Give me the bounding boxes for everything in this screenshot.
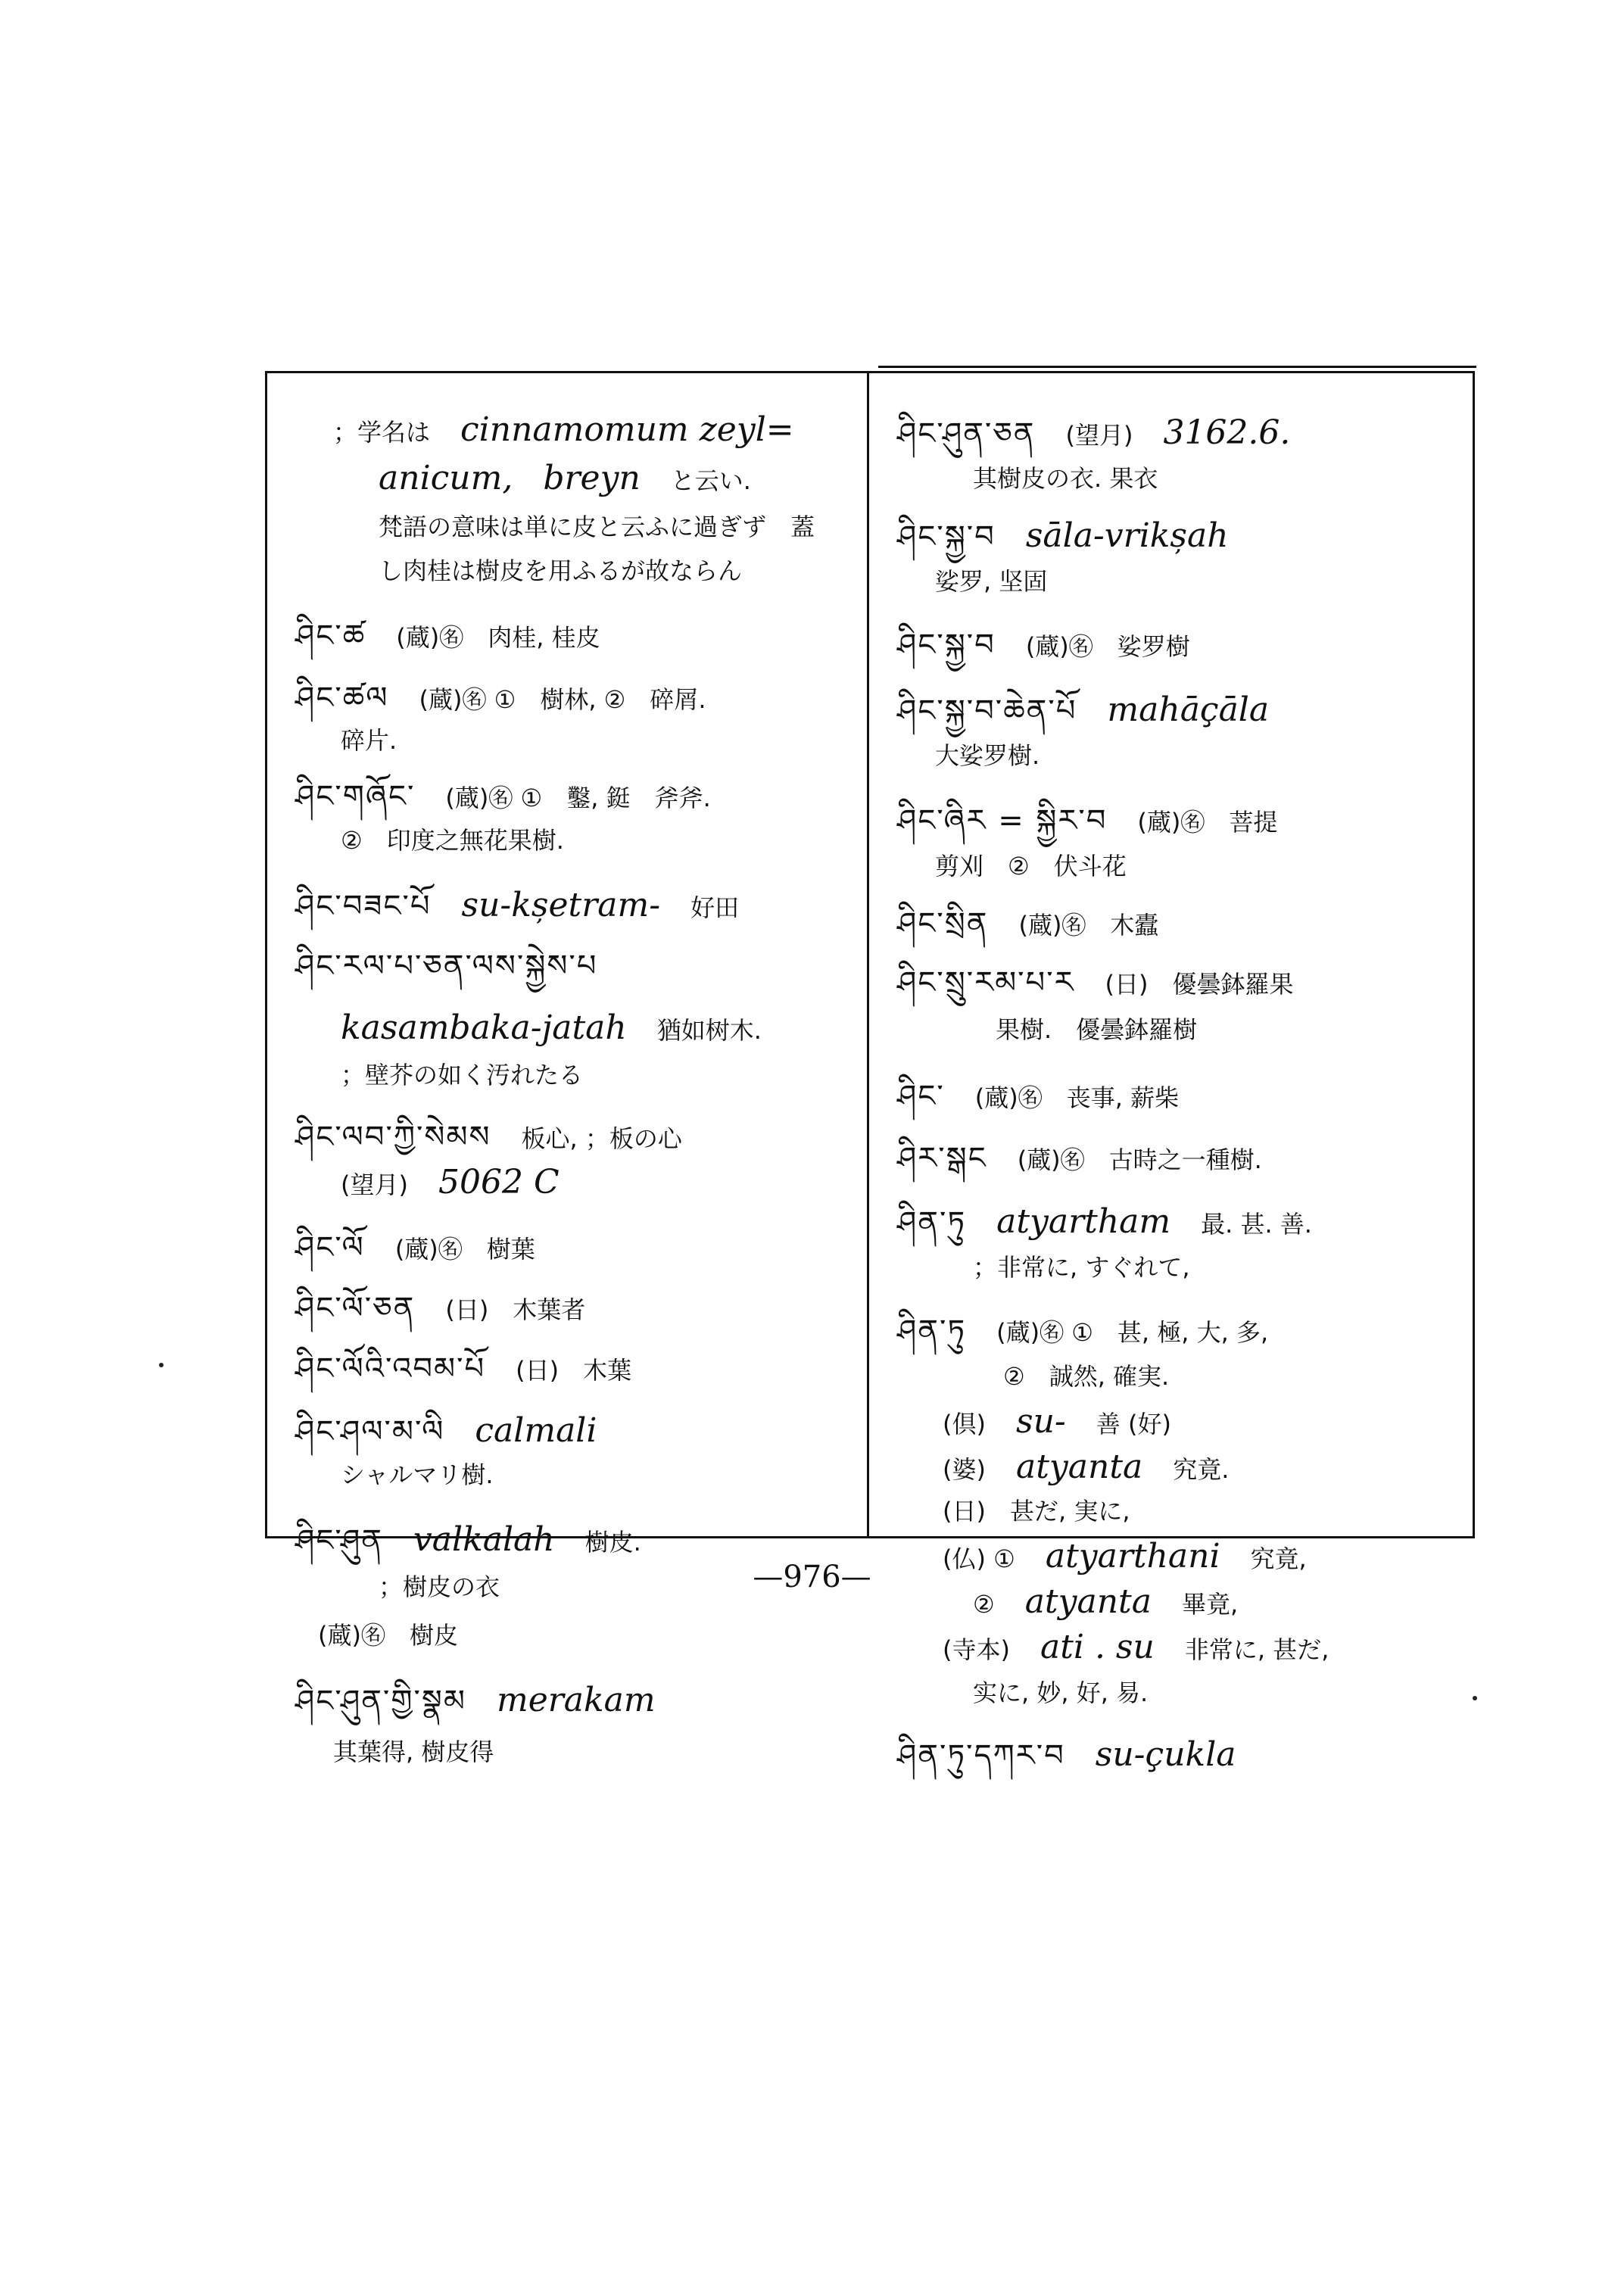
japanese-gloss: (仏) ①	[943, 1544, 1015, 1573]
tibetan-headword: ཤིང་སྐྱ་བ	[897, 628, 996, 662]
left-entry-line	[341, 1060, 583, 1090]
right-entry-line	[897, 1316, 1268, 1348]
romanized-term: 5062 C	[438, 1163, 560, 1202]
right-entry-line	[897, 690, 1270, 729]
right-entry-line	[935, 851, 1127, 881]
page-number: —976—	[753, 1560, 871, 1594]
scan-speck	[1473, 1696, 1477, 1700]
japanese-gloss: 究竟,	[1250, 1544, 1307, 1573]
romanized-term: kasambaka-jatah	[341, 1008, 627, 1047]
left-entry-line	[295, 1411, 597, 1450]
left-entry-line	[295, 951, 597, 983]
japanese-gloss: 樹皮.	[584, 1528, 641, 1557]
japanese-gloss: (日) 木葉	[516, 1356, 632, 1385]
tibetan-headword: ཤིང་ལོའི་འབམ་པོ	[295, 1351, 486, 1386]
romanized-term: su-	[1015, 1402, 1066, 1441]
tibetan-headword: ཤིང་ལབ་ཀྱི་སེམས	[295, 1120, 491, 1155]
tibetan-headword: ཤིང་གཞོང་	[295, 779, 416, 814]
tibetan-headword: ཤིང་ཤུན་གྱི་སྣམ	[295, 1684, 466, 1719]
romanized-term: breyn	[543, 459, 641, 497]
right-entry-line	[897, 413, 1291, 452]
tibetan-headword: ཤིང་བཟང་པོ	[295, 889, 432, 924]
japanese-gloss: 猶如树木.	[656, 1016, 762, 1045]
left-entry-line	[341, 1008, 762, 1047]
right-entry-line	[935, 740, 1040, 771]
japanese-gloss: 其樹皮の衣. 果衣	[973, 464, 1158, 493]
left-entry-line	[341, 1460, 494, 1490]
romanized-term: 3162.6.	[1163, 413, 1291, 452]
left-entry-line	[295, 1681, 656, 1719]
scan-speck	[159, 1363, 164, 1367]
right-entry-line	[943, 1402, 1171, 1441]
right-entry-line	[897, 803, 1278, 838]
japanese-gloss: (蔵)㊔ 樹葉	[394, 1235, 535, 1264]
japanese-gloss: し肉桂は樹皮を用ふるが故ならん	[379, 556, 743, 585]
left-entry-line	[341, 725, 397, 756]
right-entry-line	[897, 630, 1190, 662]
frame-top-rule	[878, 366, 1476, 368]
tibetan-headword: ཤིང་ཤུན་ཅན	[897, 416, 1036, 451]
tibetan-headword: ཤིན་ཏུ	[897, 1314, 967, 1348]
japanese-gloss: 非常に, 甚だ,	[1184, 1635, 1329, 1664]
left-entry-line	[295, 683, 706, 715]
tibetan-headword: ཤིང་ཚལ	[295, 681, 389, 715]
right-entry-line	[897, 1202, 1312, 1241]
romanized-term: su-çukla	[1095, 1735, 1236, 1774]
tibetan-headword: ཤིན་ཏུ་དཀར་བ	[897, 1738, 1065, 1773]
right-entry-line	[943, 1628, 1329, 1666]
japanese-gloss: 最. 甚. 善.	[1201, 1210, 1312, 1239]
right-entry-line	[943, 1448, 1230, 1486]
right-entry-line	[943, 1496, 1130, 1526]
japanese-gloss: (望月)	[1065, 421, 1133, 450]
japanese-gloss: 娑罗, 坚固	[935, 567, 1048, 596]
tibetan-headword: ཤིར་སྒང	[897, 1141, 987, 1176]
japanese-gloss: ；樹皮の衣	[379, 1572, 500, 1601]
column-divider	[867, 371, 869, 1538]
tibetan-headword: ཤིང་ཤལ་མ་ལི	[295, 1414, 445, 1449]
left-entry-line	[379, 459, 751, 497]
japanese-gloss: 碎片.	[341, 726, 397, 755]
romanized-term: atyartham	[996, 1202, 1171, 1241]
romanized-term: atyanta	[1015, 1448, 1143, 1486]
japanese-gloss: (蔵)㊔ 丧事, 薪柴	[974, 1083, 1180, 1112]
japanese-gloss: (蔵)㊔ 菩提	[1137, 808, 1278, 837]
japanese-gloss: 好田	[690, 893, 740, 922]
left-entry-line	[295, 781, 711, 813]
japanese-gloss: 板心, ；板の心	[521, 1124, 682, 1153]
left-entry-line	[341, 825, 564, 856]
right-entry-line	[973, 463, 1158, 494]
japanese-gloss: (寺本)	[943, 1635, 1010, 1664]
left-entry-line	[295, 1351, 632, 1386]
japanese-gloss: (蔵)㊔ ① 甚, 極, 大, 多,	[996, 1318, 1269, 1347]
romanized-term: cinnamomum zeyl=	[460, 410, 794, 449]
tibetan-headword: ཤིང་རལ་པ་ཅན་ལས་སྐྱེས་པ	[295, 949, 598, 983]
right-entry-line	[1003, 1361, 1169, 1392]
tibetan-headword: ཤིན་ཏུ	[897, 1205, 967, 1240]
left-entry-line	[341, 1163, 560, 1202]
japanese-gloss: (蔵)㊔ 木蠹	[1018, 911, 1159, 940]
left-entry-line	[295, 886, 740, 924]
japanese-gloss: 究竟.	[1173, 1455, 1230, 1484]
japanese-gloss: 实に, 妙, 好, 易.	[973, 1678, 1149, 1707]
right-entry-line	[897, 1735, 1236, 1774]
romanized-term: mahāçāla	[1107, 690, 1270, 729]
right-entry-line	[897, 1081, 1179, 1113]
japanese-gloss: 善 (好)	[1096, 1410, 1171, 1438]
japanese-gloss: と云い.	[670, 466, 751, 495]
left-entry-line	[295, 1293, 585, 1325]
romanized-term: su-kșetram-	[461, 886, 661, 924]
japanese-gloss: 剪刈 ② 伏斗花	[935, 852, 1127, 881]
japanese-gloss: (蔵)㊔ ① 鑿, 鋌 斧斧.	[445, 784, 711, 812]
tibetan-headword: ཤིང་	[897, 1079, 945, 1114]
japanese-gloss: (蔵)㊔ 古時之一種樹.	[1017, 1145, 1262, 1174]
japanese-gloss: (望月)	[341, 1170, 408, 1199]
japanese-gloss: 畢竟,	[1181, 1590, 1239, 1619]
japanese-gloss: (日) 甚だ, 実に,	[943, 1497, 1130, 1526]
romanized-term: atyanta	[1024, 1582, 1152, 1621]
japanese-gloss: (日) 木葉者	[445, 1295, 586, 1324]
left-entry-line	[333, 410, 794, 449]
romanized-term: atyarthani	[1045, 1537, 1220, 1576]
right-entry-line	[897, 965, 1294, 1000]
tibetan-headword: ཤིང་ཤུན	[295, 1523, 383, 1558]
japanese-gloss: ；学名は	[333, 418, 431, 447]
tibetan-headword: ཤིང་ལོ་ཅན	[295, 1291, 416, 1326]
japanese-gloss: 果樹. 優曇鉢羅樹	[996, 1015, 1198, 1044]
left-entry-line	[379, 512, 815, 542]
japanese-gloss: ② 印度之無花果樹.	[341, 826, 564, 855]
tibetan-headword: ཤིང་སྲུ་རམ་པ་ར	[897, 965, 1075, 1000]
left-entry-line	[379, 556, 742, 586]
japanese-gloss: (日) 優曇鉢羅果	[1105, 970, 1294, 999]
japanese-gloss: ② 誠然, 確実.	[1003, 1362, 1170, 1391]
right-entry-line	[897, 906, 1159, 941]
tibetan-headword: ཤིང་སྲིན	[897, 906, 989, 941]
japanese-gloss: 梵語の意味は単に皮と云ふに過ぎず 蓋	[379, 513, 815, 541]
japanese-gloss: ；非常に, すぐれて,	[973, 1253, 1190, 1282]
romanized-term: ati . su	[1040, 1628, 1155, 1666]
romanized-term: calmali	[475, 1411, 597, 1450]
left-entry-line	[295, 621, 600, 653]
japanese-gloss: 其葉得, 樹皮得	[333, 1738, 494, 1766]
japanese-gloss: (蔵)㊔ 肉桂, 桂皮	[396, 623, 600, 652]
left-entry-line	[295, 1520, 641, 1559]
tibetan-headword: ཤིང་སྐྱ་བ་ཆེན་པོ	[897, 693, 1077, 728]
tibetan-headword: ཤིང་ཞིར = སྐྱིར་བ	[897, 803, 1108, 838]
left-entry-line	[333, 1737, 494, 1767]
tibetan-headword: ཤིང་ཚ	[295, 619, 366, 653]
japanese-gloss: ②	[973, 1590, 995, 1619]
japanese-gloss: (蔵)㊔ 樹皮	[318, 1621, 458, 1650]
left-entry-line	[295, 1230, 535, 1265]
romanized-term: sāla-vrikșah	[1025, 516, 1229, 555]
romanized-term: merakam	[496, 1681, 656, 1719]
romanized-term: valkalah	[413, 1520, 555, 1559]
tibetan-headword: ཤིང་སྐྱ་བ	[897, 519, 996, 554]
left-entry-line	[318, 1620, 458, 1650]
right-entry-line	[973, 1678, 1148, 1708]
right-entry-line	[973, 1252, 1190, 1283]
japanese-gloss: (倶)	[943, 1410, 986, 1438]
right-entry-line	[897, 1143, 1262, 1175]
right-entry-line	[996, 1015, 1197, 1045]
romanized-term: anicum,	[379, 459, 513, 497]
right-entry-line	[935, 566, 1047, 597]
japanese-gloss: 大娑罗樹.	[935, 741, 1040, 770]
right-entry-line	[897, 516, 1229, 555]
left-entry-line	[295, 1122, 682, 1154]
japanese-gloss: ；壁芥の如く汚れたる	[341, 1061, 584, 1089]
japanese-gloss: (蔵)㊔ 娑罗樹	[1025, 632, 1190, 661]
tibetan-headword: ཤིང་ལོ	[295, 1230, 365, 1265]
japanese-gloss: シャルマリ樹.	[341, 1460, 494, 1489]
japanese-gloss: (蔵)㊔ ① 樹林, ② 碎屑.	[419, 685, 706, 714]
japanese-gloss: (婆)	[943, 1455, 986, 1484]
